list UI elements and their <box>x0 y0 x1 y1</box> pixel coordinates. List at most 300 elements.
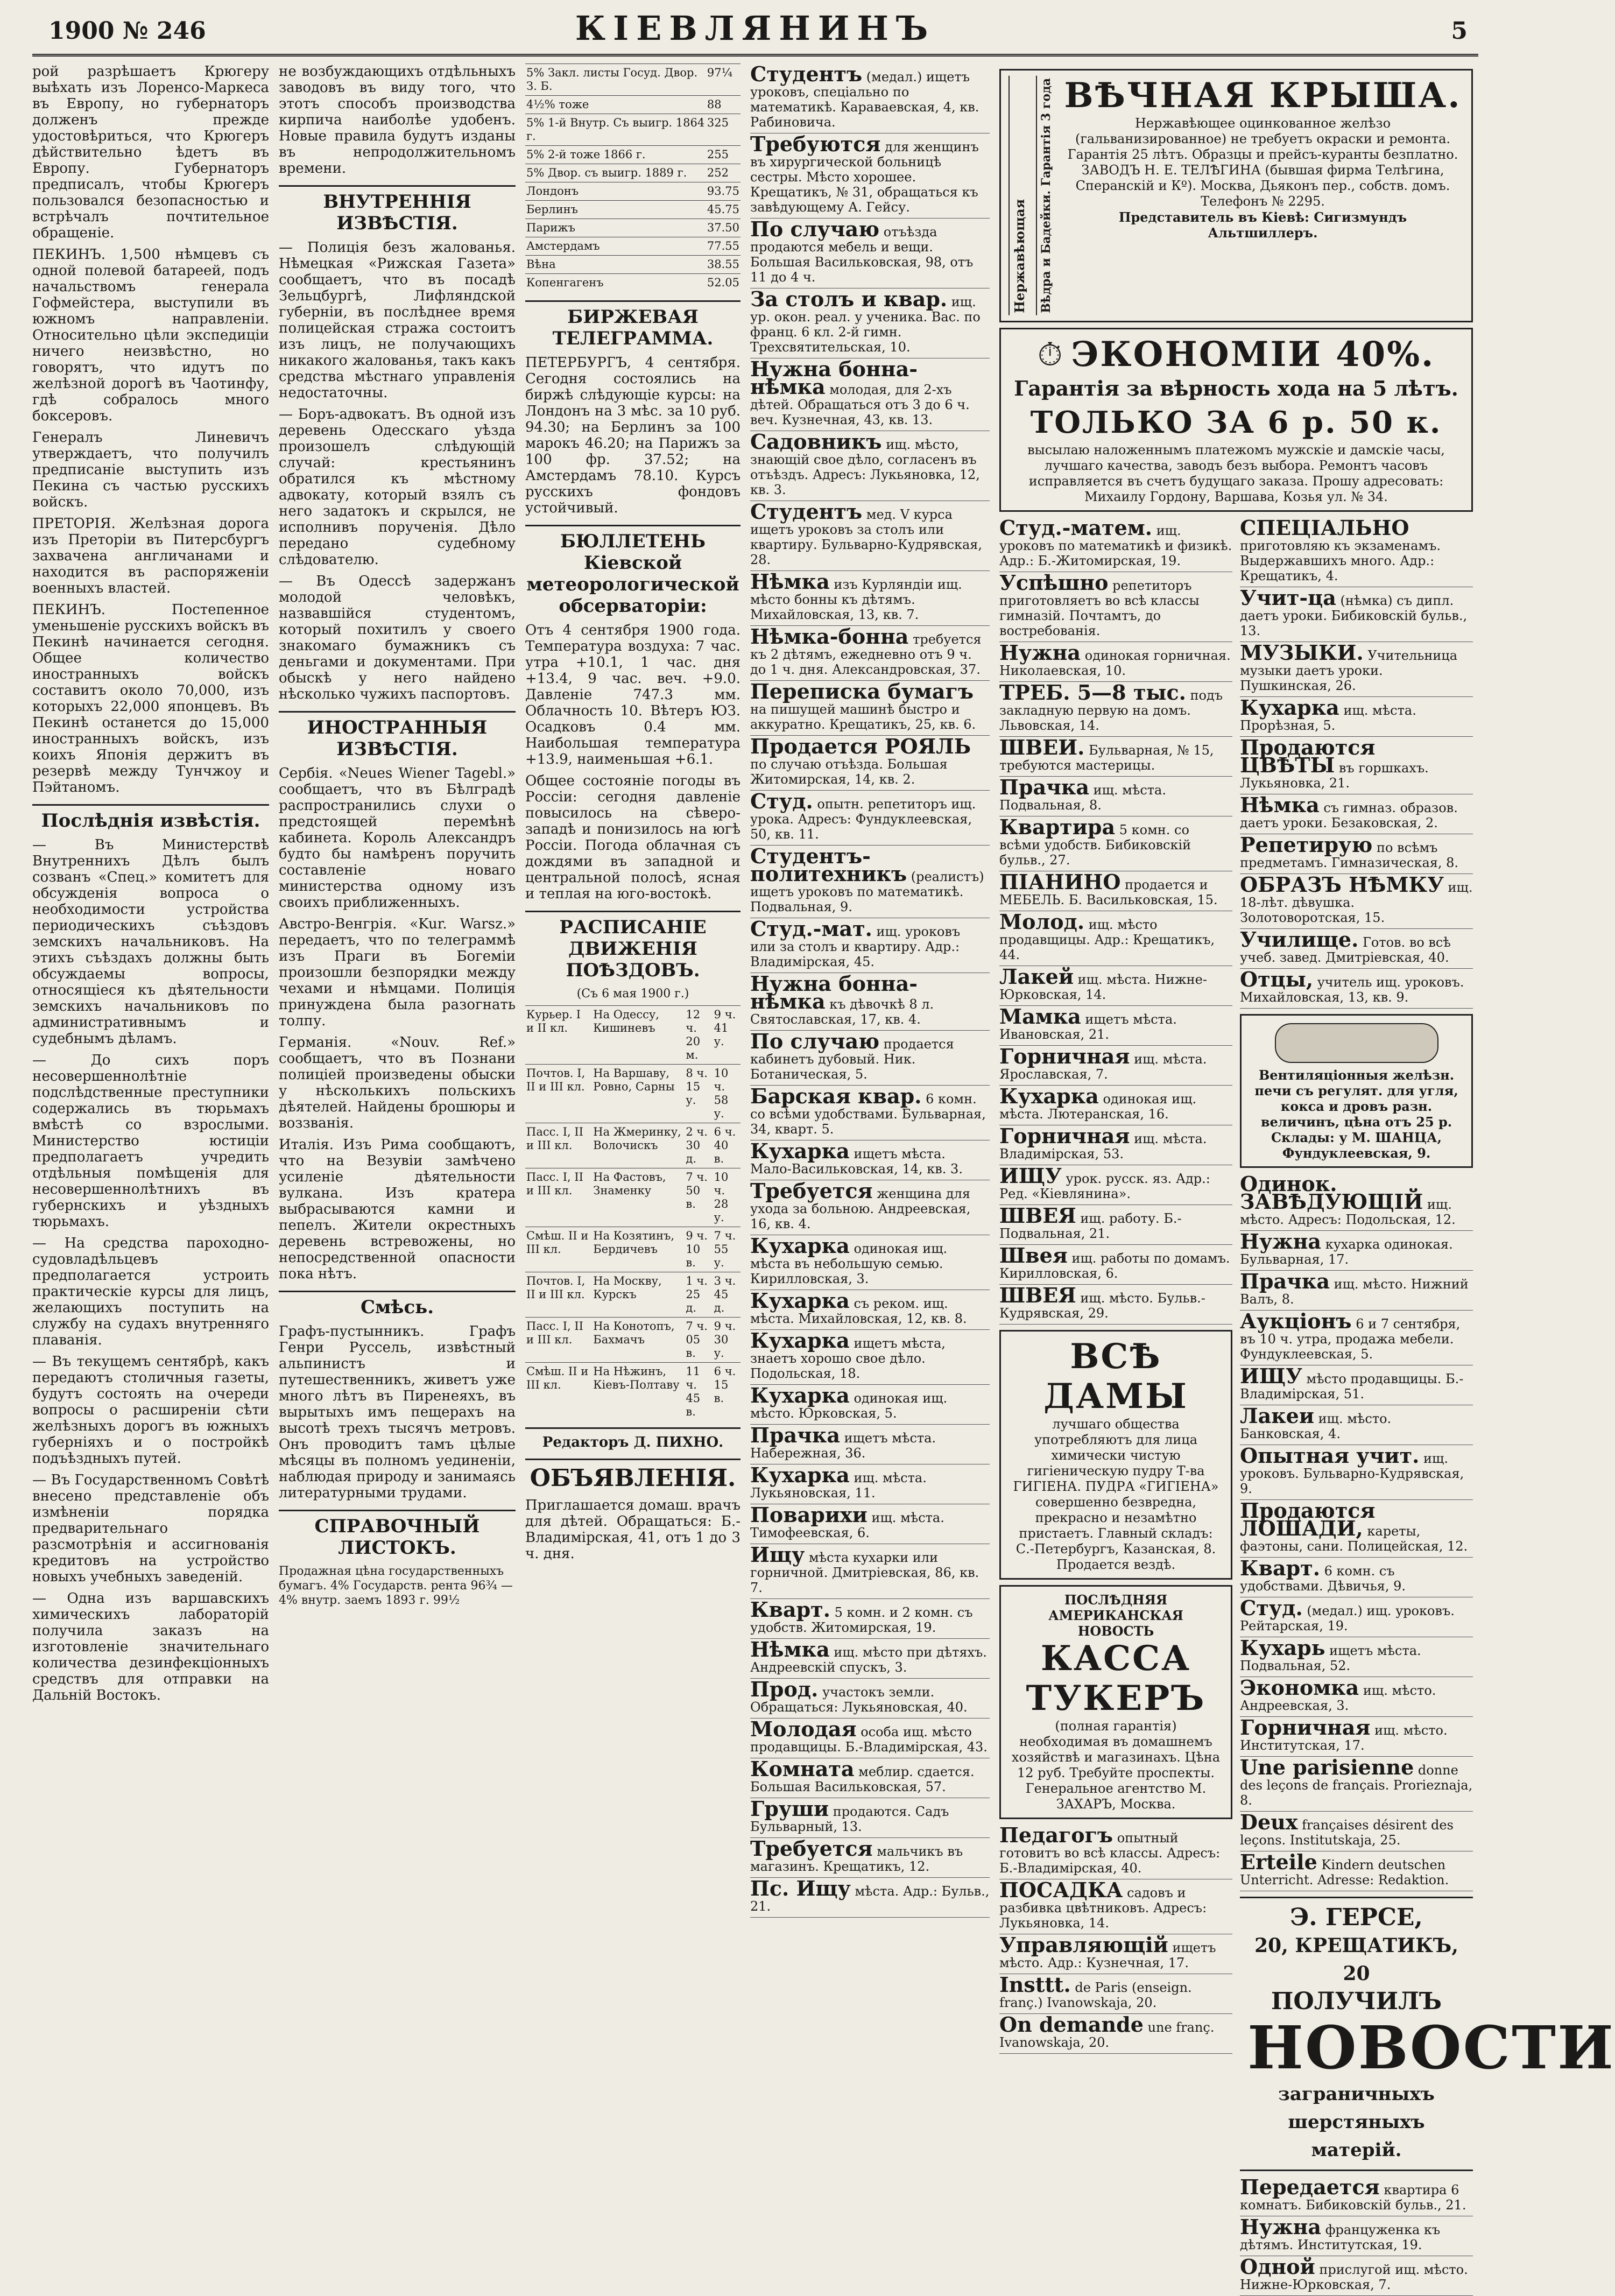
classified-ad <box>750 1679 990 1719</box>
fabric-news-ad <box>1240 1897 1615 2171</box>
ad-keyword: ШВЕЯ <box>999 1283 1076 1307</box>
news-paragraph: — Полиція безъ жалованья. Нѣмецкая «Рижская Газета» сообщаетъ, что въ посадѣ Зельцбургѣ, Лифляндской губерніи, въ послѣднее время полицейская стража состоитъ изъ лицъ, не получающихъ никакого жалованья, такъ какъ средства мѣстнаго управленія недостаточны. <box>279 240 516 401</box>
ad-keyword: Успѣшно <box>999 570 1109 595</box>
classified-ad <box>999 682 1232 737</box>
table-row <box>525 1272 740 1318</box>
ad-body: мѣсто продавщицы. Б.-Владимірская, 51. <box>1240 1371 1464 1401</box>
train-schedule-subtitle: (Съ 6 мая 1900 г.) <box>576 987 689 1001</box>
news-paragraph: — Боръ-адвокатъ. Въ одной изъ деревень Одесскаго уѣзда произошелъ слѣдующій случай: крестьянинъ обратился къ мѣстному адвокату, который взялъ съ него задатокъ и скрылся, не исполнивъ порученія. Дѣло передано судебному слѣдователю. <box>279 406 516 568</box>
bond-rate: 38.55 <box>706 256 740 274</box>
classified-ad <box>750 571 990 626</box>
bond-name: Берлинъ <box>525 201 706 219</box>
ad-keyword: Erteile <box>1240 1849 1317 1874</box>
table-row <box>525 1123 740 1168</box>
news-paragraph: — Въ Государственномъ Совѣтѣ внесено представленіе объ измѣненіи порядка предварительнаго разсмотрѣнія и ассигнованія кредитовъ на устройство новыхъ учебныхъ заведеній. <box>32 1472 269 1585</box>
news-paragraph: Генералъ Линевичъ утверждаетъ, что получилъ предписаніе выступить изъ Пекина съ частью русскихъ войскъ. <box>32 429 269 510</box>
classified-ad <box>750 846 990 918</box>
section-heading-advertisements: ОБЪЯВЛЕНІЯ. <box>525 1459 740 1492</box>
bond-rate: 255 <box>706 146 740 164</box>
ad-keyword: ПОСАДКА <box>999 1877 1123 1902</box>
ad-keyword: Нѣмка <box>750 569 830 594</box>
news-paragraph: ПЕКИНЪ. Постепенное уменьшеніе русскихъ войскъ въ Пекинѣ начинается сегодня. Общее количество иностранныхъ войскъ составитъ около 70,000, изъ которыхъ 22,000 японцевъ. Въ Пекинѣ останется до 15,000 иностранныхъ войскъ, изъ коихъ Японія держитъ въ резервѣ между Тунчжоу и Пэйтаномъ. <box>32 602 269 795</box>
classified-ad <box>750 1599 990 1639</box>
ad-body: кареты, фаэтоны, сани. Полицейская, 12. <box>1240 1523 1468 1554</box>
column-5-left <box>999 517 1232 2296</box>
bond-rate: 93.75 <box>706 182 740 201</box>
section-heading-foreign-news: ИНОСТРАННЫЯ ИЗВѢСТІЯ. <box>279 711 516 760</box>
ad-body: мѣста кухарки или горничной. Дмитріевская, 86, кв. 7. <box>750 1550 979 1595</box>
train-arrive: 10 ч. 28 у. <box>713 1168 740 1227</box>
train-route: На Фастовъ, Знаменку <box>592 1168 685 1227</box>
classified-ad <box>750 1140 990 1180</box>
classified-ad <box>1240 1405 1473 1445</box>
bond-name: Амстердамъ <box>525 237 706 256</box>
ad-body: на пишущей машинѣ быстро и аккуратно. Крещатикъ, 25, кв. 6. <box>750 702 976 732</box>
ad-body: 5 комн. и 2 комн. съ удобств. Житомирская, 19. <box>750 1605 973 1635</box>
reference-note: Продажная цѣна государственныхъ бумагъ. 4% Государств. рента 96¾ — 4% внутр. заемъ 1893 г. 99½ <box>279 1565 513 1607</box>
ad-body: прислугой ищ. мѣсто. Нижне-Юрковская, 7. <box>1240 2262 1468 2292</box>
classified-ad <box>999 1934 1232 1974</box>
table-row <box>525 182 740 201</box>
ad-keyword: Кварт. <box>1240 1555 1320 1580</box>
ad-keyword: Поварихи <box>750 1503 868 1527</box>
ad-body: (полная гарантія) необходимая въ домашнемъ хозяйствѣ и магазинахъ. Цѣна 12 руб. Требуйте проспекты. Генеральное агентство М. ЗАХАРЪ, Москва. <box>1011 1718 1221 1812</box>
page-number: 5 <box>1451 17 1468 45</box>
classified-ad <box>1240 1500 1473 1558</box>
ad-keyword: Прачка <box>1240 1269 1330 1293</box>
roof-iron-ad <box>999 69 1473 322</box>
ad-body: приготовляю къ экзаменамъ. Выдержавшихъ много. Адр.: Крещатикъ, 4. <box>1240 538 1441 583</box>
train-class: Смѣш. II и III кл. <box>525 1363 592 1421</box>
train-class: Курьер. I и II кл. <box>525 1006 592 1065</box>
ad-keyword: Лакеи <box>1240 1403 1315 1428</box>
bond-rate: 77.55 <box>706 237 740 256</box>
ad-body: ищ. мѣста. Владимірская, 53. <box>999 1131 1207 1161</box>
ad-body: Бульварная, № 15, требуются мастерицы. <box>999 742 1214 773</box>
news-paragraph: Сербія. «Neues Wiener Tagebl.» сообщаетъ, что въ Бѣлградѣ распространились слухи о предстоящей перемѣнѣ кабинета. Король Александръ будто бы намѣренъ поручить составленіе новаго министерства одному изъ своихъ приближенныхъ. <box>279 765 516 911</box>
ad-keyword: Садовникъ <box>750 429 882 454</box>
classified-ad <box>1240 1809 1473 1851</box>
classified-ad <box>999 1165 1232 1205</box>
table-row <box>525 146 740 164</box>
train-depart: 9 ч. 10 в. <box>685 1227 713 1272</box>
ad-keyword: Студ. <box>1240 1595 1303 1620</box>
column-5 <box>999 64 1615 2292</box>
classified-ad <box>750 918 990 973</box>
classified-ad <box>750 791 990 846</box>
ad-body: 6 комн. со всѣми удобствами. Бульварная, 34, кварт. 5. <box>750 1091 986 1137</box>
ad-body: ищ. мѣсто. Банковская, 4. <box>1240 1411 1392 1441</box>
ad-body: ищ. работу. Б.-Подвальная, 21. <box>999 1210 1182 1241</box>
bond-name: 5% 2-й тоже 1866 г. <box>525 146 706 164</box>
ad-keyword: Груши <box>750 1797 829 1821</box>
ad-body: ищетъ мѣста, знаетъ хорошо свое дѣло. Подольская, 18. <box>750 1336 946 1381</box>
news-paragraph: Графъ-пустынникъ. Графъ Генри Руссель, извѣстный альпинистъ и путешественникъ, живетъ уже много лѣтъ въ Пиренеяхъ, въ вырытыхъ имъ пещерахъ на высотѣ трехъ тысячъ метровъ. Онъ проводитъ тамъ цѣлые мѣсяцы въ полномъ уединеніи, наблюдая природу и занимаясь литературными трудами. <box>279 1323 516 1501</box>
ad-body: для женщинъ въ хирургической больницѣ сестры. Мѣсто хорошее. Крещатикъ, № 31, обращаться къ завѣдующему А. Гейсу. <box>750 139 979 215</box>
bond-rate: 88 <box>706 96 740 114</box>
ad-keyword: Кухарь <box>1240 1635 1325 1660</box>
train-depart: 8 ч. 15 у. <box>685 1065 713 1123</box>
ad-body: ищ. уроковъ по математикѣ и физикѣ. Адр.: Б.-Житомирская, 19. <box>999 523 1232 568</box>
ad-keyword: Отцы, <box>1240 967 1314 991</box>
ad-keyword: Студ. <box>750 789 813 813</box>
ad-body: ищ. мѣсто. Андреевская, 3. <box>1240 1682 1436 1713</box>
classified-ad <box>999 1205 1232 1245</box>
ad-side-label: Вѣдра и Бадейки. Гарантія 3 года <box>1036 76 1055 315</box>
train-route: На Жмеринку, Волочискъ <box>592 1123 685 1168</box>
train-depart: 12 ч. 20 м. <box>685 1006 713 1065</box>
classified-ad <box>750 1838 990 1878</box>
ad-keyword: Педагогъ <box>999 1822 1113 1847</box>
train-arrive: 9 ч. 41 у. <box>713 1006 740 1065</box>
ad-body: репетиторъ приготовляетъ во всѣ классы гимназій. Почтамтъ, до востребованія. <box>999 577 1200 638</box>
classified-ad <box>1240 1231 1473 1271</box>
train-schedule-table <box>525 1005 740 1421</box>
ad-keyword: Ищу <box>750 1543 805 1567</box>
ad-keyword: Требуются <box>750 132 881 156</box>
ad-body: ищ. уроковъ или за столъ и квартиру. Адр.: Владимірская, 45. <box>750 924 961 969</box>
classified-ad <box>750 1425 990 1464</box>
ad-keyword: Квартира <box>999 814 1116 839</box>
classified-ad <box>750 1031 990 1086</box>
ad-keyword: ИЩУ <box>1240 1363 1302 1388</box>
ad-keyword: Студ.-матем. <box>999 515 1153 540</box>
ad-keyword: On demande <box>999 2012 1144 2037</box>
ad-keyword: Училище. <box>1240 927 1359 952</box>
section-heading-miscellany: Смѣсь. <box>279 1291 516 1318</box>
table-row <box>525 114 740 146</box>
ad-keyword: Прод. <box>750 1677 819 1701</box>
ad-keyword: ШВЕЯ <box>999 1203 1076 1228</box>
train-class: Почтов. I, II и III кл. <box>525 1272 592 1318</box>
ad-keyword: Швея <box>999 1243 1068 1267</box>
classified-ad <box>1240 1365 1473 1405</box>
bond-name: 4½% тоже <box>525 96 706 114</box>
ad-keyword: Нужна <box>999 640 1081 665</box>
ad-side-label: Нержавѣющая <box>1009 76 1029 315</box>
ad-body: Учительница музыки даетъ уроки. Пушкинская, 26. <box>1240 647 1458 693</box>
train-class: Пасс. I, II и III кл. <box>525 1123 592 1168</box>
ad-body: лучшаго общества употребляютъ для лица химически чистую гигіеническую пудру Т-ва ГИГІЕНА. ПУДРА «ГИГІЕНА» совершенно безвредна, прекрасно и незамѣтно пристаетъ. Главный складъ: С.-Петербургъ, Казанская, 8. Продается вездѣ. <box>1013 1416 1219 1572</box>
ad-headline: НОВОСТИ <box>1247 2012 1615 2082</box>
news-paragraph: — Одна изъ варшавскихъ химическихъ лабораторій получила заказъ на изготовленіе значительнаго количества дезинфекціонныхъ средствъ для отправки на Дальній Востокъ. <box>32 1590 269 1703</box>
bond-name: Копенгагенъ <box>525 274 706 292</box>
classified-ad <box>750 1180 990 1235</box>
classified-ad <box>999 871 1232 911</box>
classified-ad <box>999 517 1232 572</box>
classified-ad <box>1240 2174 1473 2216</box>
ad-keyword: Кварт. <box>750 1597 830 1622</box>
ad-body: ищ. 18-лѣт. дѣвушка. Золотоворотская, 15. <box>1240 879 1473 925</box>
classified-ad <box>750 219 990 288</box>
train-route: На Козятинъ, Бердичевъ <box>592 1227 685 1272</box>
train-arrive: 6 ч. 40 в. <box>713 1123 740 1168</box>
ad-body: Kindern deutschen Unterricht. Adresse: Redaktion. <box>1240 1857 1449 1887</box>
ad-body: françaises désirent des leçons. Institutskaja, 25. <box>1240 1817 1454 1848</box>
ad-keyword: Нужна бонна-нѣмка <box>750 971 918 1013</box>
ad-body: одинокая ищ. мѣста. Лютеранская, 16. <box>999 1091 1197 1122</box>
news-paragraph: рой разрѣшаетъ Крюгеру выѣхать изъ Лоренсо-Маркеса въ Европу, но губернаторъ долженъ прежде удостовѣриться, что Крюгеръ дѣйствительно ѣдетъ въ Европу. Губернаторъ предписалъ, чтобы Крюгеръ пользовался безопасностью и встрѣчалъ почтительное обращеніе. <box>32 64 269 241</box>
train-depart: 1 ч. 25 д. <box>685 1272 713 1318</box>
classified-ad <box>750 501 990 571</box>
ad-headline: КАССА ТУКЕРЪ <box>1026 1638 1206 1719</box>
column-5-right <box>1240 515 1615 2296</box>
ad-keyword: Студ.-мат. <box>750 917 872 941</box>
news-paragraph: — Въ Одессѣ задержанъ молодой человѣкъ, назвавшійся студентомъ, который похитилъ у своего знакомаго бумажникъ съ деньгами и документами. При обыскѣ у него найдено нѣсколько чужихъ паспортовъ. <box>279 573 516 702</box>
ad-body: (медал.) ищетъ уроковъ, спеціально по математикѣ. Караваевская, 4, кв. Рабиновича. <box>750 69 979 130</box>
ad-body: ищетъ мѣста. Мало-Васильковская, 14, кв. 3. <box>750 1146 963 1177</box>
ad-body: ищ. мѣсто при дѣтяхъ. Андреевскій спускъ, 3. <box>750 1645 987 1675</box>
classified-ad <box>999 737 1232 777</box>
train-route: На Москву, Курскъ <box>592 1272 685 1318</box>
ad-keyword: Нужна <box>1240 2214 1322 2239</box>
ad-body: ищ. ур. окон. реал. у ученика. Вас. по франц. 6 кл. 2-й гимн. Трехсвятительская, 10. <box>750 294 981 355</box>
news-paragraph: ПЕТЕРБУРГЪ, 4 сентября. Сегодня состоялись на биржѣ слѣдующіе курсы: на Лондонъ на 3 мѣс. за 10 руб. 94.30; на Берлинъ за 100 марокъ 46.20; на Парижъ за 100 фр. 37.52; на Амстердамъ 78.10. Курсъ русскихъ фондовъ устойчивый. <box>525 355 740 516</box>
ad-keyword: Кухарка <box>750 1383 850 1407</box>
ad-keyword: Кухарка <box>750 1463 850 1487</box>
train-arrive: 10 ч. 58 у. <box>713 1065 740 1123</box>
ad-body: одинокая горничная. Николаевская, 10. <box>999 647 1231 678</box>
classified-ad <box>1240 1637 1473 1677</box>
column-1 <box>32 64 269 2141</box>
ad-body: требуется къ 2 дѣтямъ, ежедневно отъ 9 ч. до 1 ч. дня. Александровская, 37. <box>750 632 982 677</box>
ad-body: продаются. Садъ Бульварный, 13. <box>750 1804 949 1834</box>
column-2 <box>279 64 516 2141</box>
classified-ad <box>1240 1851 1473 1891</box>
ad-body: ищетъ мѣста. Ивановская, 21. <box>999 1011 1177 1042</box>
table-row <box>525 96 740 114</box>
stove-pipe-illustration <box>1275 1023 1438 1063</box>
column-3 <box>525 64 740 2141</box>
ad-body: ищ. мѣста. Подвальная, 8. <box>999 782 1166 813</box>
ad-keyword: Нѣмка <box>750 1637 830 1661</box>
ad-body: Вентиляціонныя желѣзн. печи съ регулят. для угля, кокса и дровъ разн. величинъ, цѣна отъ 25 р. Склады: у М. ШАНЦА, Фундуклеевская, 9. <box>1254 1067 1458 1161</box>
ad-body: одинокая ищ. мѣста въ небольшую семью. Кирилловская, 3. <box>750 1241 948 1286</box>
ad-headline: ВСѢ ДАМЫ <box>1043 1336 1188 1417</box>
ad-body: съ гимназ. образов. даетъ уроки. Безаковская, 2. <box>1240 800 1458 830</box>
classified-ad <box>1240 2216 1473 2256</box>
table-row <box>525 237 740 256</box>
bond-rate: 45.75 <box>706 201 740 219</box>
classified-ad <box>1240 1308 1473 1365</box>
train-route: На Конотопъ, Бахмачъ <box>592 1318 685 1363</box>
classified-ad <box>750 973 990 1031</box>
classified-ad <box>750 1719 990 1758</box>
ad-keyword: ОБРАЗЪ НѢМКУ <box>1240 872 1444 897</box>
bond-rate: 97¼ <box>706 64 740 96</box>
news-paragraph: ПЕКИНЪ. 1,500 нѣмцевъ съ одной полевой батареей, подъ начальствомъ генерала Гофмейстера, выступили въ южномъ направленіи. Относительно цѣли экспедиціи ничего неизвѣстно, но говорятъ, что идутъ по желѣзной дорогѣ въ Чаотинфу, гдѣ собралось много боксеровъ. <box>32 246 269 424</box>
classified-ad <box>750 1385 990 1425</box>
ad-body: ищ. мѣсто. Бульв.-Кудрявская, 29. <box>999 1290 1205 1321</box>
classified-ad <box>999 966 1232 1006</box>
train-arrive: 9 ч. 30 у. <box>713 1318 740 1363</box>
classified-ad <box>1240 929 1473 969</box>
classified-ad <box>999 1974 1232 2014</box>
section-heading-reference: СПРАВОЧНЫЙ ЛИСТОКЪ. <box>279 1510 516 1559</box>
ad-body: Нержавѣющее оцинкованное желѣзо (гальванизированное) не требуетъ окраски и ремонта. Гарантія 25 лѣтъ. Образцы и прейсъ-куранты безплатно. ЗАВОДЪ Н. Е. ТЕЛѢГИНА (бывшая фирма Телѣгина, Сперанскій и Кº). Москва, Дьяконъ пер., собств. домъ. Телефонъ № 2295. <box>1067 116 1458 209</box>
classified-ad <box>999 1822 1232 1879</box>
ad-body: молодая, для 2-хъ дѣтей. Обращаться отъ 3 до 6 ч. веч. Кузнечная, 43, кв. 13. <box>750 382 970 427</box>
ad-body: ищ. мѣсто. Адресъ: Подольская, 12. <box>1240 1196 1456 1227</box>
classified-ad <box>1240 794 1473 834</box>
ad-headline: ВѢЧНАЯ КРЫША. <box>1064 75 1462 116</box>
ad-keyword: Репетирую <box>1240 832 1373 857</box>
ad-body: de Paris (enseign. franç.) Ivanowskaja, 20. <box>999 1980 1192 2010</box>
classified-ad <box>999 642 1232 682</box>
bond-name: 5% Двор. съ выигр. 1889 г. <box>525 164 706 182</box>
ad-body: 5 комн. со всѣми удобств. Бибиковскій бульв., 27. <box>999 822 1191 868</box>
classified-ad <box>750 358 990 431</box>
classified-ad <box>750 1878 990 1918</box>
ad-price: ТОЛЬКО ЗА 6 р. 50 к. <box>1030 404 1442 440</box>
classified-ad <box>999 572 1232 642</box>
ad-body: съ реком. ищ. мѣста. Михайловская, 12, кв. 8. <box>750 1296 967 1326</box>
train-route: На Одессу, Кишиневъ <box>592 1006 685 1065</box>
classified-ad <box>999 1879 1232 1934</box>
table-row <box>525 256 740 274</box>
ad-body: ищ. мѣсто. Нижний Валъ, 8. <box>1240 1276 1469 1307</box>
train-route: На Варшаву, Ровно, Сарны <box>592 1065 685 1123</box>
ad-keyword: Горничная <box>1240 1715 1371 1739</box>
classified-ad <box>1240 642 1473 697</box>
train-arrive: 3 ч. 45 д. <box>713 1272 740 1318</box>
classified-ad <box>999 2014 1232 2054</box>
train-class: Пасс. I, II и III кл. <box>525 1318 592 1363</box>
ad-body: ищ. мѣста. Тимофеевская, 6. <box>750 1510 944 1540</box>
ad-keyword: Кухарка <box>750 1328 850 1353</box>
ad-body: продается кабинетъ дубовый. Ник. Ботаническая, 5. <box>750 1037 954 1082</box>
classified-ad <box>999 816 1232 871</box>
classified-ad <box>1240 1445 1473 1500</box>
classified-ad <box>999 1006 1232 1046</box>
ad-body: по всѣмъ предметамъ. Гимназическая, 8. <box>1240 840 1459 870</box>
ad-keyword: Кухарка <box>750 1139 850 1163</box>
ad-body: къ дѣвочкѣ 8 л. Святославская, 17, кв. 4. <box>750 997 934 1027</box>
ad-keyword: Требуется <box>750 1836 873 1861</box>
ad-keyword: Нѣмка-бонна <box>750 624 909 649</box>
bond-rate: 52.05 <box>706 274 740 292</box>
ad-body: ищ. мѣста. Нижне-Юрковская, 14. <box>999 971 1207 1002</box>
ad-keyword: Нѣмка <box>1240 792 1320 817</box>
classified-ad <box>750 133 990 219</box>
ad-body: изъ Курляндіи ищ. мѣсто бонны къ дѣтямъ. Михайловская, 13, кв. 7. <box>750 577 962 622</box>
ad-body: француженка къ дѣтямъ. Институтская, 19. <box>1240 2222 1441 2252</box>
ad-keyword: Одной <box>1240 2254 1315 2279</box>
ad-keyword: ТРЕБ. 5—8 тыс. <box>999 680 1186 705</box>
ad-body: ищ. уроковъ. Бульварно-Кудрявская, 9. <box>1240 1450 1464 1496</box>
ad-keyword: Прачка <box>999 774 1089 799</box>
classified-ad <box>999 774 1232 816</box>
section-heading-exchange-telegram: БИРЖЕВАЯ ТЕЛЕГРАММА. <box>525 300 740 349</box>
ad-body: ищ. мѣсто, знающій свое дѣло, согласенъ въ отъѣздъ. Адресъ: Лукьяновка, 12, кв. 3. <box>750 437 980 497</box>
ad-keyword: Студентъ-политехникъ <box>750 844 907 886</box>
ad-body: ищ. мѣста. Прорѣзная, 5. <box>1240 702 1416 733</box>
column-4 <box>750 64 990 2141</box>
train-class: Почтов. I, II и III кл. <box>525 1065 592 1123</box>
ad-body: ищ. мѣсто продавщицы. Адр.: Крещатикъ, 44. <box>999 917 1215 962</box>
table-row <box>525 164 740 182</box>
section-heading-latest-news: Послѣднія извѣстія. <box>32 804 269 832</box>
classified-ad <box>750 64 990 133</box>
ad-body: мальчикъ въ магазинъ. Крещатикъ, 12. <box>750 1844 963 1874</box>
classified-ad <box>1240 834 1473 874</box>
column-5-subcolumns <box>999 515 1615 2296</box>
bond-name: Парижъ <box>525 219 706 237</box>
ad-representative: Представитель въ Кіевѣ: Сигизмундъ Альтшиллеръ. <box>1118 209 1407 241</box>
ad-address: 20, КРЕЩАТИКЪ, 20 <box>1254 1934 1458 1985</box>
ad-body: урок. русск. яз. Адр.: Ред. «Кіевлянина». <box>999 1171 1210 1201</box>
bond-rate: 37.50 <box>706 219 740 237</box>
table-row <box>525 1227 740 1272</box>
table-row <box>525 1363 740 1421</box>
table-row <box>525 1318 740 1363</box>
ad-body: мед. V курса ищетъ уроковъ за столъ или квартиру. Бульварно-Кудрявская, 28. <box>750 507 983 567</box>
ad-body: квартира 6 комнатъ. Бибиковскій бульв., 21. <box>1240 2182 1466 2213</box>
ad-body: ищ. мѣста. Лукьяновская, 11. <box>750 1470 927 1501</box>
ad-body: une franç. Ivanowskaja, 20. <box>999 2019 1215 2050</box>
ad-body: одинокая ищ. мѣсто. Юрковская, 5. <box>750 1391 948 1421</box>
ad-keyword: Аукціонъ <box>1240 1308 1352 1333</box>
news-paragraph: Отъ 4 сентября 1900 года. Температура воздуха: 7 час. утра +10.1, 1 час. дня +13.4, 9 час. веч. +9.0. Давленіе 747.3 мм. Облачность 10. Вѣтеръ ЮЗ. Осадковъ 0.4 мм. Наибольшая температура +13.9, наименьшая +6.1. <box>525 622 740 767</box>
classified-ad <box>999 1125 1232 1165</box>
divider <box>525 1427 740 1429</box>
ad-body: по случаю отъѣзда. Большая Житомирская, 14, кв. 2. <box>750 757 948 787</box>
issue-number: 1900 № 246 <box>48 17 206 45</box>
ad-text: Приглашается домаш. врачъ для дѣтей. Обращаться: Б.-Владимірская, 41, отъ 1 до 3 ч. дня. <box>525 1497 740 1562</box>
classified-ad <box>1240 587 1473 642</box>
classified-ad <box>750 1798 990 1838</box>
classified-ad <box>1240 1271 1473 1311</box>
news-paragraph: не возбуждающихъ отдѣльныхъ заводовъ въ виду того, что этотъ способъ производства кирпича наиболѣе удобенъ. Новые правила будутъ изданы въ непродолжительномъ времени. <box>279 64 516 177</box>
classified-ad <box>750 1758 990 1798</box>
train-depart: 7 ч. 05 в. <box>685 1318 713 1363</box>
news-paragraph: Австро-Венгрія. «Kur. Warsz.» передаетъ, что по телеграммѣ изъ Праги въ Богеміи произошли безпорядки между чехами и нѣмцами. Полиція принуждена была разогнать толпу. <box>279 916 516 1029</box>
classified-ad <box>999 911 1232 966</box>
classified-ad <box>1240 1717 1473 1757</box>
classified-ad <box>750 1464 990 1504</box>
ad-keyword: Передается <box>1240 2174 1380 2199</box>
ad-keyword: Комната <box>750 1757 855 1781</box>
classified-ad <box>999 1245 1232 1285</box>
ad-body: меблир. сдается. Большая Васильковская, 57. <box>750 1764 975 1794</box>
ad-keyword: Пс. Ищу <box>750 1876 851 1900</box>
ad-keyword: МУЗЫКИ. <box>1240 640 1364 665</box>
classified-ad <box>750 681 990 736</box>
classified-ad <box>750 1330 990 1385</box>
ad-keyword: Продаются ЛОШАДИ, <box>1240 1498 1376 1540</box>
classified-ad <box>1240 1555 1473 1597</box>
bond-name: 5% 1-й Внутр. Съ выигр. 1864 г. <box>525 114 706 146</box>
ad-body: ищетъ мѣста. Подвальная, 52. <box>1240 1643 1421 1673</box>
train-arrive: 7 ч. 55 у. <box>713 1227 740 1272</box>
classified-ad <box>1240 1677 1473 1717</box>
ad-keyword: Одинок. ЗАВѢДУЮЩІЙ <box>1240 1171 1423 1214</box>
ad-keyword: Переписка бумагъ <box>750 679 974 703</box>
classified-ad <box>750 1639 990 1679</box>
ad-body: ищетъ мѣста. Набережная, 36. <box>750 1431 936 1461</box>
ad-headline: ЭКОНОМІИ 40%. <box>1071 334 1435 375</box>
ad-body: ищ. работы по домамъ. Кирилловская, 6. <box>999 1250 1230 1281</box>
ad-keyword: Учит-ца <box>1240 585 1336 610</box>
ad-keyword: Студентъ <box>750 62 863 86</box>
ad-body: особа ищ. мѣсто продавщицы. Б.-Владимірская, 43. <box>750 1724 988 1755</box>
news-paragraph: — На средства пароходно-судовладѣльцевъ предполагается устроить практическіе курсы для лицъ, желающихъ поступить на службу на судахъ внутренняго плаванія. <box>32 1235 269 1348</box>
classified-ad <box>1240 1173 1473 1231</box>
bond-name: Лондонъ <box>525 182 706 201</box>
classified-ad <box>1240 697 1473 737</box>
classified-ad <box>750 1504 990 1544</box>
news-paragraph: ПРЕТОРІЯ. Желѣзная дорога изъ Преторіи въ Питерсбургъ захвачена англичанами и находится въ распоряженіи военныхъ властей. <box>32 516 269 596</box>
